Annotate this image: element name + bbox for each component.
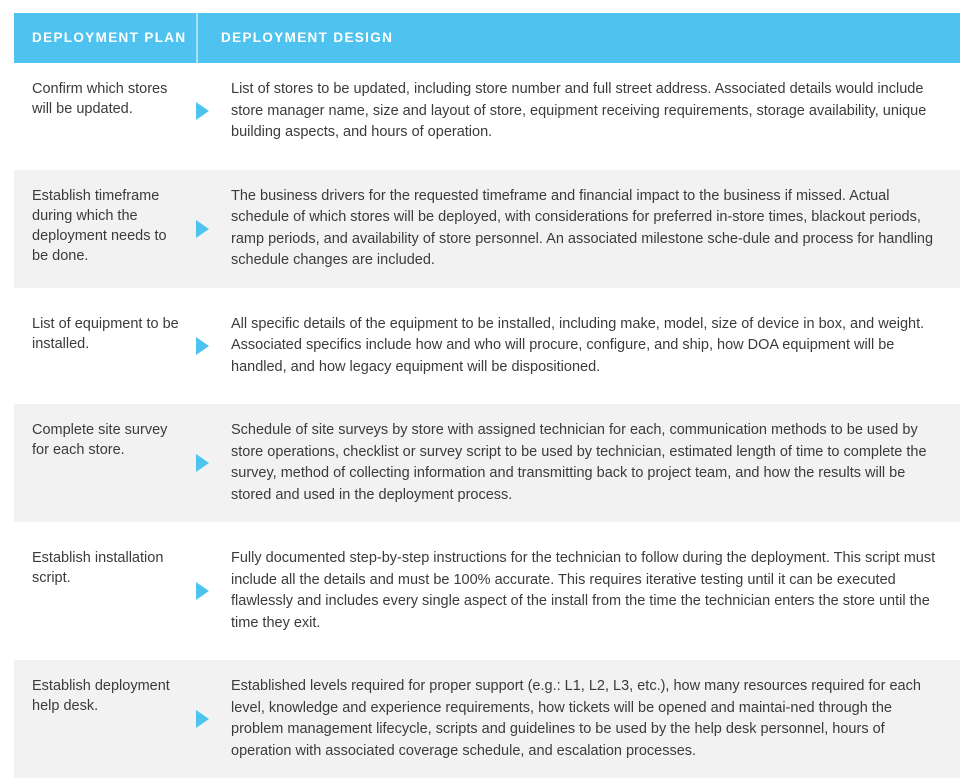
cell-deployment-plan	[14, 63, 196, 160]
deployment-plan-text: Confirm which stores will be updated.	[32, 81, 168, 117]
deployment-plan-text: List of equipment to be installed.	[32, 315, 179, 352]
row-separator	[14, 288, 960, 298]
column-header-design-label: DEPLOYMENT DESIGN	[221, 30, 394, 45]
cell-deployment-plan	[14, 404, 196, 522]
cell-deployment-plan	[14, 298, 196, 395]
triangle-right-icon	[196, 337, 209, 355]
cell-deployment-design	[224, 532, 960, 650]
column-header-plan-label: DEPLOYMENT PLAN	[32, 30, 187, 45]
deployment-table	[14, 13, 960, 778]
column-header-deployment-design	[196, 29, 960, 47]
deployment-design-text: Fully documented step-by-step instructions for the technician to follow during the deployment. This script must include all the details and must be 100% accurate. This requires iterative testing until it can be executed flawlessly and includes every single aspect of the install from the time the technician enters the store until the time they exit.	[231, 550, 936, 631]
table-body	[14, 63, 960, 778]
deployment-plan-text: Establish deployment help desk.	[32, 678, 170, 714]
cell-deployment-plan	[14, 170, 196, 288]
deployment-design-text: The business drivers for the requested timeframe and financial impact to the business if missed. Actual schedule of which stores will be deployed, with considerations for preferred in-store times, blackout periods, ramp periods, and availability of store personnel. An associated milestone sche-dule and process for handling schedule changes are included.	[231, 187, 934, 268]
cell-deployment-design	[224, 660, 960, 778]
table-row	[14, 404, 960, 522]
cell-deployment-design	[224, 404, 960, 522]
row-separator	[14, 522, 960, 532]
row-separator	[14, 160, 960, 170]
cell-arrow	[196, 404, 224, 522]
cell-deployment-design	[224, 170, 960, 288]
cell-deployment-plan	[14, 532, 196, 650]
cell-arrow	[196, 298, 224, 395]
header-column-divider	[196, 13, 198, 63]
triangle-right-icon	[196, 710, 209, 728]
row-separator	[14, 394, 960, 404]
table-row	[14, 298, 960, 395]
triangle-right-icon	[196, 454, 209, 472]
table-row	[14, 532, 960, 650]
deployment-design-text: Established levels required for proper support (e.g.: L1, L2, L3, etc.), how many resources required for each level, knowledge and experience requirements, how tickets will be opened and maintai-ned through the problem management lifecycle, scripts and guidelines to be used by the help desk personnel, hours of operation with associated coverage schedule, and escalation processes.	[231, 678, 921, 759]
deployment-plan-text: Establish timeframe during which the deployment needs to be done.	[32, 187, 167, 264]
deployment-design-text: All specific details of the equipment to be installed, including make, model, size of device in box, and weight. Associated specifics include how and who will procure, configure, and ship, how DOA equipment will be handled, and how legacy equipment will be dispositioned.	[231, 315, 925, 375]
table-header-row	[14, 13, 960, 63]
deployment-design-text: List of stores to be updated, including store number and full street address. Associated details would include store manager name, size and layout of store, equipment receiving requirements, storage availability, unique building aspects, and hours of operation.	[231, 81, 927, 140]
cell-deployment-design	[224, 63, 960, 160]
deployment-plan-text: Establish installation script.	[32, 550, 164, 586]
row-separator	[14, 650, 960, 660]
table-row	[14, 170, 960, 288]
cell-deployment-design	[224, 298, 960, 395]
deployment-plan-text: Complete site survey for each store.	[32, 422, 168, 458]
cell-arrow	[196, 63, 224, 160]
table-row	[14, 63, 960, 160]
table-row	[14, 660, 960, 778]
cell-arrow	[196, 660, 224, 778]
cell-arrow	[196, 170, 224, 288]
triangle-right-icon	[196, 102, 209, 120]
column-header-deployment-plan	[14, 29, 196, 47]
triangle-right-icon	[196, 582, 209, 600]
deployment-design-text: Schedule of site surveys by store with assigned technician for each, communication methods to be used by store operations, checklist or survey script to be used by technician, estimated length of time to complete the survey, method of collecting information and transmitting back to project team, and how the results will be stored and used in the deployment process.	[231, 422, 927, 503]
cell-arrow	[196, 532, 224, 650]
triangle-right-icon	[196, 220, 209, 238]
cell-deployment-plan	[14, 660, 196, 778]
